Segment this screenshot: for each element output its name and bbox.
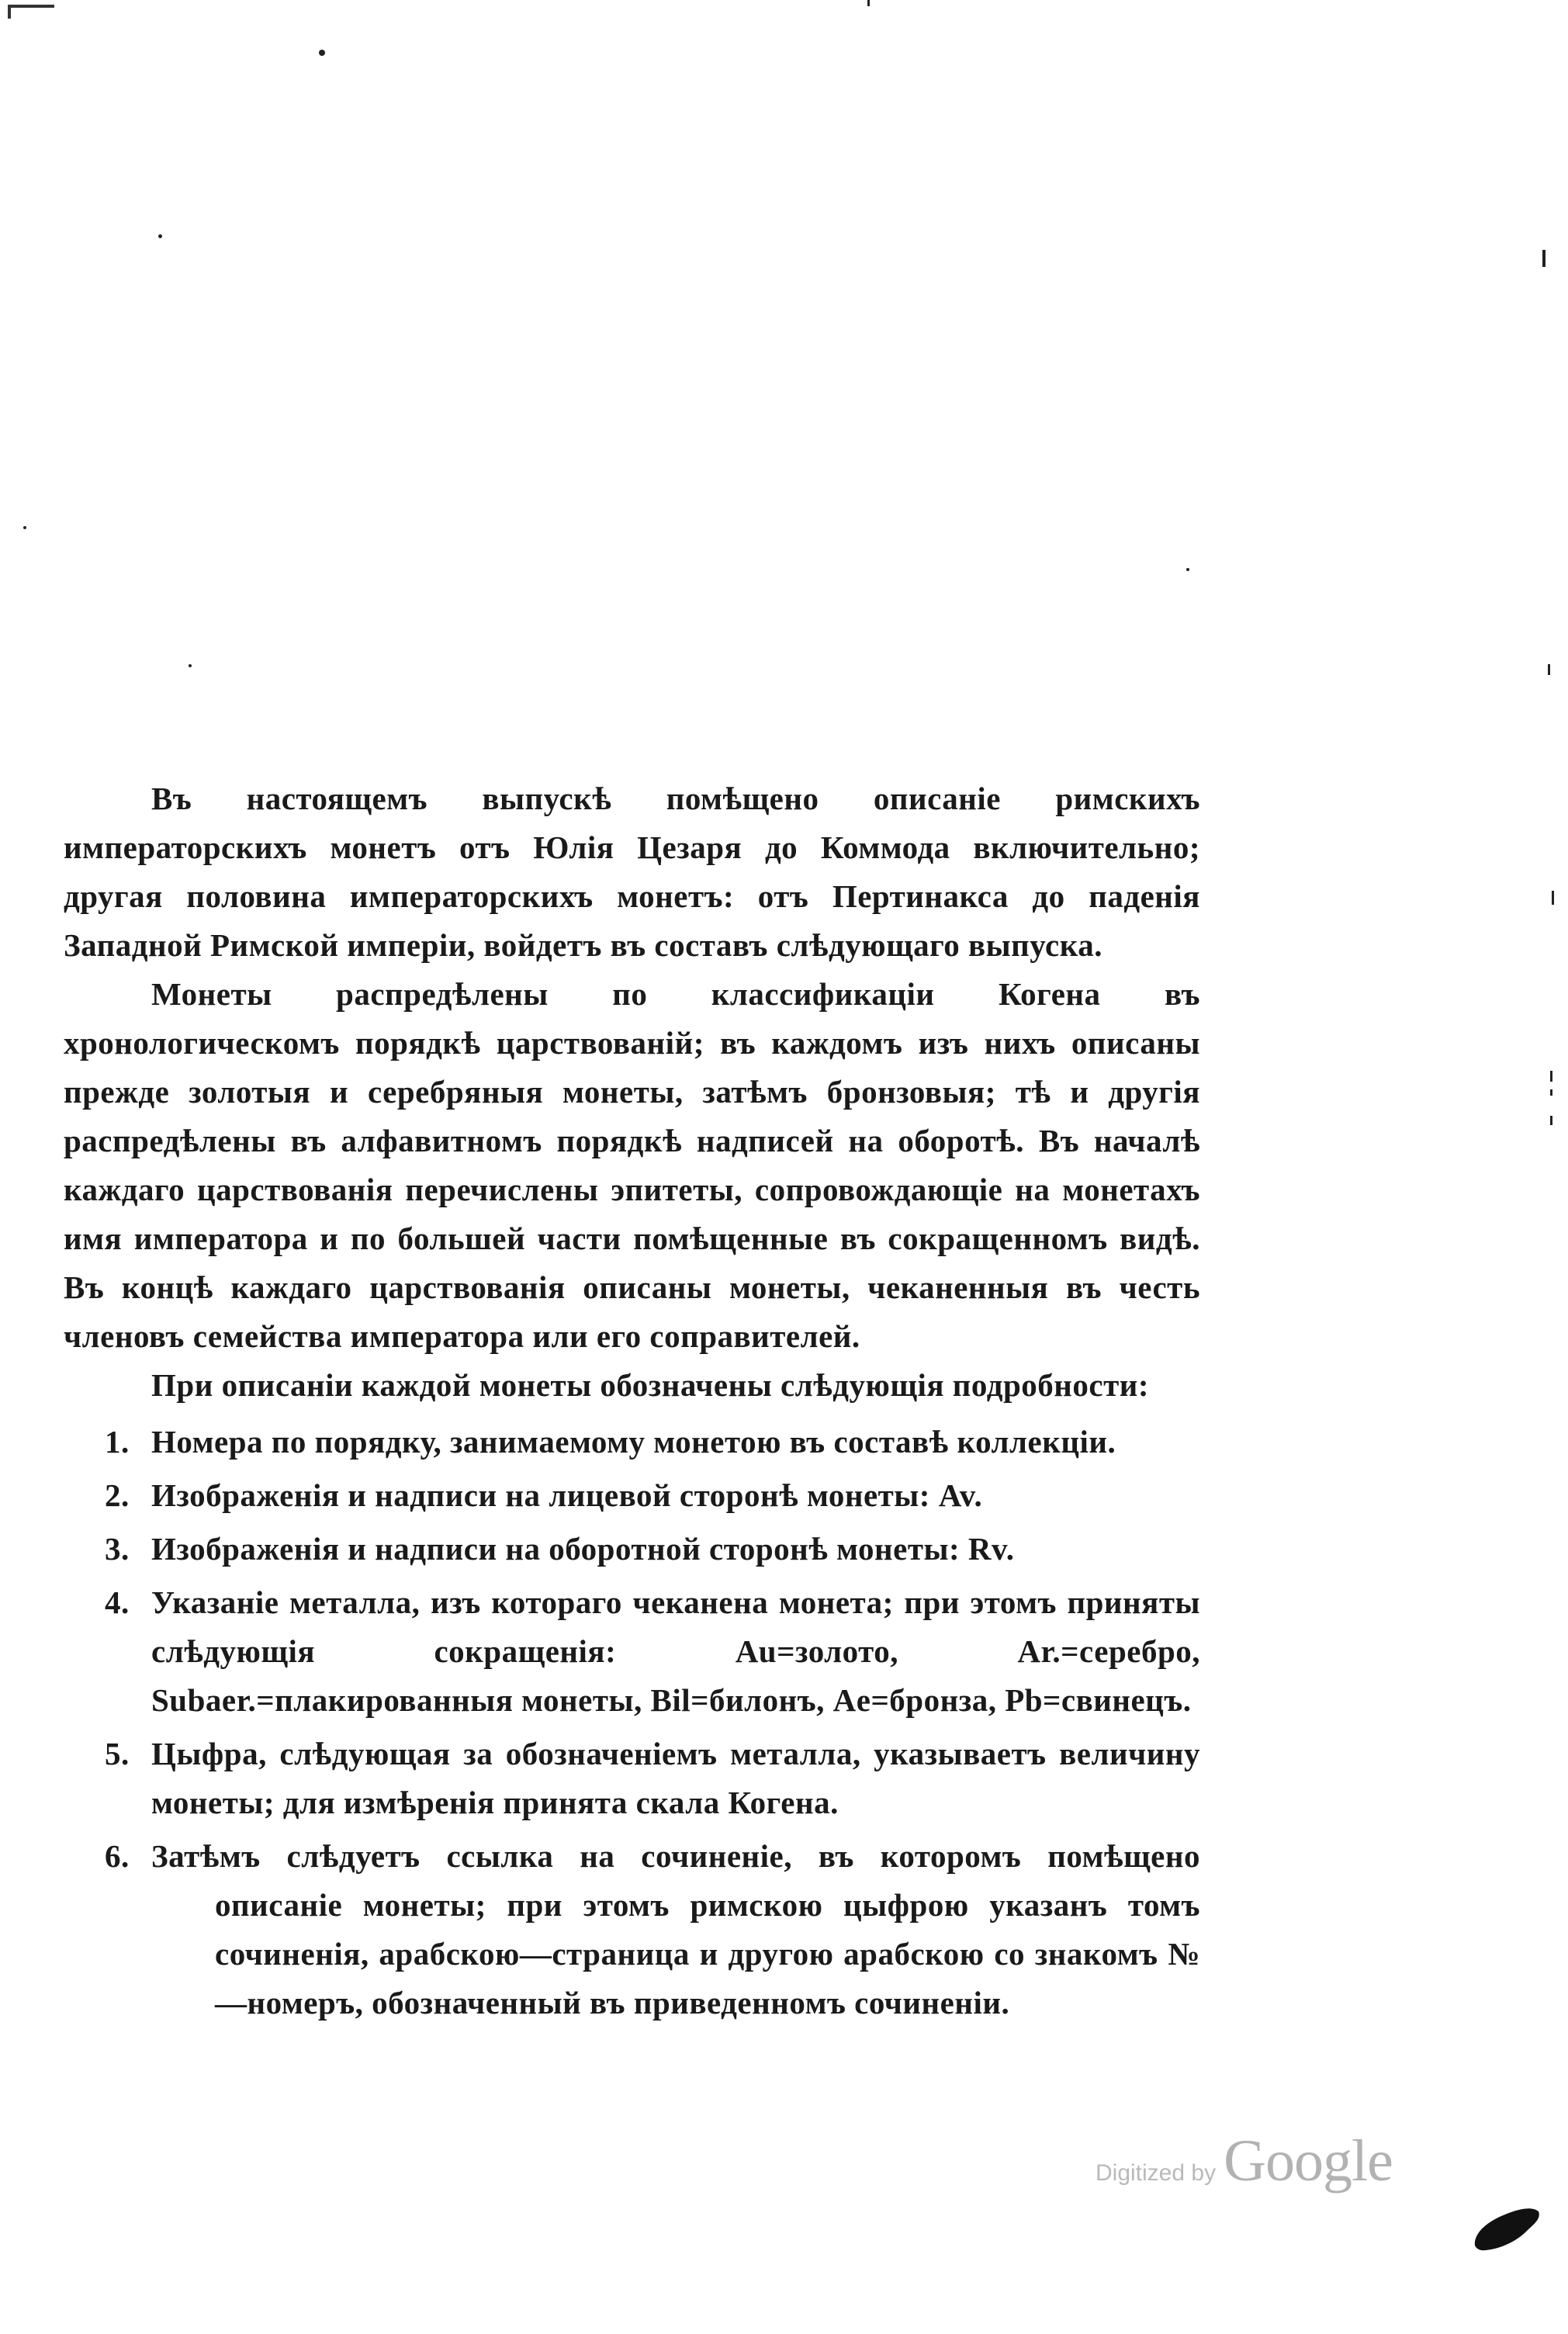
list-item: [64, 1832, 1200, 2028]
google-logo: Google: [1224, 2128, 1393, 2194]
list-text: Затѣмъ слѣдуетъ ссылка на сочиненіе, въ которомъ помѣщено описаніе монеты; при этомъ римскою цыфрою указанъ томъ сочиненія, арабскою—страница и другою арабскою со знакомъ №—номеръ, обозначенный въ приведенномъ сочиненіи.: [151, 1838, 1200, 2021]
list-number: 5.: [105, 1736, 130, 1771]
list-number: 3.: [105, 1531, 130, 1567]
scan-speck: [158, 234, 162, 238]
list-item: [64, 1578, 1200, 1725]
digitized-by-google-watermark: [1096, 2128, 1393, 2195]
list-number: 6.: [105, 1838, 130, 1874]
list-text: Указаніе металла, изъ котораго чеканена монета; при этомъ приняты слѣдующія сокращенія: Au=золото, Ar.=серебро, Subaer.=плакированныя монеты, Bil=билонъ, Ae=бронза, Pb=свинецъ.: [151, 1584, 1200, 1718]
scan-speck: [189, 664, 192, 667]
scan-corner-mark: [8, 5, 54, 8]
paragraph-3: При описаніи каждой монеты обозначены слѣдующія подробности:: [151, 1367, 1150, 1403]
list-number: 2.: [105, 1477, 130, 1513]
paragraph-2: Монеты распредѣлены по классификаціи Когена въ хронологическомъ порядкѣ царствованій; въ каждомъ изъ нихъ описаны прежде золотыя и серебряныя монеты, затѣмъ бронзовыя; тѣ и другія распредѣлены въ алфавитномъ порядкѣ надписей на оборотѣ. Въ началѣ каждаго царствованія перечислены эпитеты, сопровождающіе на монетахъ имя императора и по большей части помѣщенные въ сокращенномъ видѣ. Въ концѣ каждаго царствованія описаны монеты, чеканенныя въ честь членовъ семейства императора или его соправителей.: [64, 976, 1200, 1354]
scan-margin-tick: [1550, 1071, 1552, 1082]
list-item: [64, 1525, 1200, 1574]
list-item: [64, 1418, 1200, 1467]
details-list: [64, 1418, 1200, 2028]
list-text: Цыфра, слѣдующая за обозначеніемъ металла, указываетъ величину монеты; для измѣренія принята скала Когена.: [151, 1736, 1200, 1820]
list-text: Номера по порядку, занимаемому монетою въ составѣ коллекціи.: [151, 1424, 1116, 1460]
scan-margin-tick: [1542, 250, 1546, 267]
body-text: [64, 774, 1200, 2029]
scan-speck: [319, 50, 325, 56]
list-text: Изображенія и надписи на оборотной сторонѣ монеты: Rv.: [151, 1531, 1015, 1567]
scan-margin-tick: [867, 0, 870, 6]
scan-speck: [23, 526, 26, 529]
list-text: Изображенія и надписи на лицевой сторонѣ монеты: Av.: [151, 1477, 983, 1513]
list-item: [64, 1730, 1200, 1827]
list-number: 4.: [105, 1584, 130, 1620]
ink-smudge: [1470, 2202, 1542, 2252]
scan-margin-tick: [1552, 891, 1554, 905]
paragraph-1: Въ настоящемъ выпускѣ помѣщено описаніе римскихъ императорскихъ монетъ отъ Юлія Цезаря до Коммода включительно; другая половина императорскихъ монетъ: отъ Пертинакса до паденія Западной Римской имперіи, войдетъ въ составъ слѣдующаго выпуска.: [64, 781, 1200, 963]
scan-margin-tick: [1550, 1089, 1552, 1096]
scan-margin-tick: [1548, 664, 1550, 675]
watermark-prefix: Digitized by: [1096, 2160, 1217, 2186]
scan-speck: [1186, 568, 1189, 571]
list-number: 1.: [105, 1424, 130, 1460]
list-item: [64, 1471, 1200, 1520]
scan-margin-tick: [1550, 1116, 1552, 1125]
